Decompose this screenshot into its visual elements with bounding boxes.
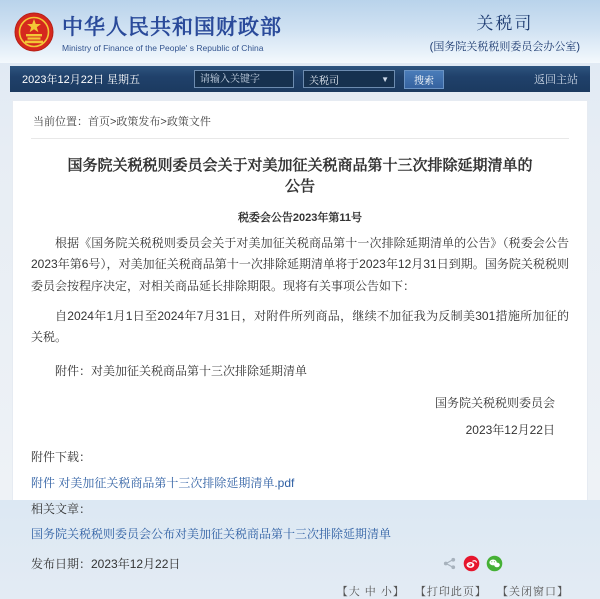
article-paragraph: 根据《国务院关税税则委员会关于对美加征关税商品第十一次排除延期清单的公告》（税委会公告2023年第6号），对美加征关税商品第十一次排除延期清单将于2023年12月31日到期。国务院关税税则委员会按程序决定，对相关商品延长排除期限。现将有关事项公告如下： [31,236,569,293]
return-home-link[interactable]: 返回主站 [534,74,578,86]
doc-number: 税委会公告2023年第11号 [237,212,363,224]
publish-date: 发布日期：2023年12月22日 [31,557,181,572]
footer-actions [31,583,569,599]
breadcrumb [31,101,569,139]
search-scope-select[interactable] [303,70,395,88]
national-emblem-icon [14,12,54,52]
wechat-icon[interactable] [486,555,503,572]
brand-text [62,11,282,53]
chevron-down-icon: ▼ [381,74,389,84]
department-subtitle: (国务院关税税则委员会办公室) [429,41,580,53]
signature: 国务院关税税则委员会 [434,396,555,411]
print-page-button[interactable]: 【打印此页】 [414,586,487,599]
search-button[interactable]: 搜索 [404,70,444,89]
current-date: 2023年12月22日 星期五 [22,74,140,86]
weibo-icon[interactable] [463,555,480,572]
brand [14,11,282,53]
article-paragraph: 附件：对美加征关税商品第十三次排除延期清单 [55,363,308,378]
department-block [430,9,580,54]
share-icons [442,555,569,572]
font-size-control[interactable]: 【大 中 小】 [336,586,405,599]
publish-row [31,555,569,572]
search-scope-value: 关税司 [309,75,339,87]
navbar [10,66,590,92]
related-heading: 相关文章： [31,502,92,517]
department-title: 关税司 [476,14,534,33]
site-header [0,0,600,63]
content-box [12,100,588,599]
ministry-name-en: Ministry of Finance of the People' s Republic of China [62,42,264,53]
attachment-heading: 附件下载： [31,450,92,465]
breadcrumb-label: 当前位置： [33,116,88,128]
ministry-name: 中华人民共和国财政部 [62,15,282,39]
search-input[interactable] [194,70,294,88]
search-group [194,70,444,89]
breadcrumb-path[interactable]: 首页>政策发布>政策文件 [88,116,211,128]
close-window-button[interactable]: 【关闭窗口】 [497,586,569,599]
page-title: 国务院关税税则委员会关于对美加征关税商品第十三次排除延期清单的公告 [67,157,533,195]
signature-date: 2023年12月22日 [465,423,555,438]
attachment-pdf-link[interactable]: 附件 对美加征关税商品第十三次排除延期清单.pdf [31,476,295,491]
article-paragraph: 自2024年1月1日至2024年7月31日，对附件所列商品，继续不加征我为反制美301措施所加征的关税。 [31,309,569,345]
related-article-link[interactable]: 国务院关税税则委员会公布对美加征关税商品第十三次排除延期清单 [31,527,392,542]
share-icon[interactable] [442,556,457,571]
